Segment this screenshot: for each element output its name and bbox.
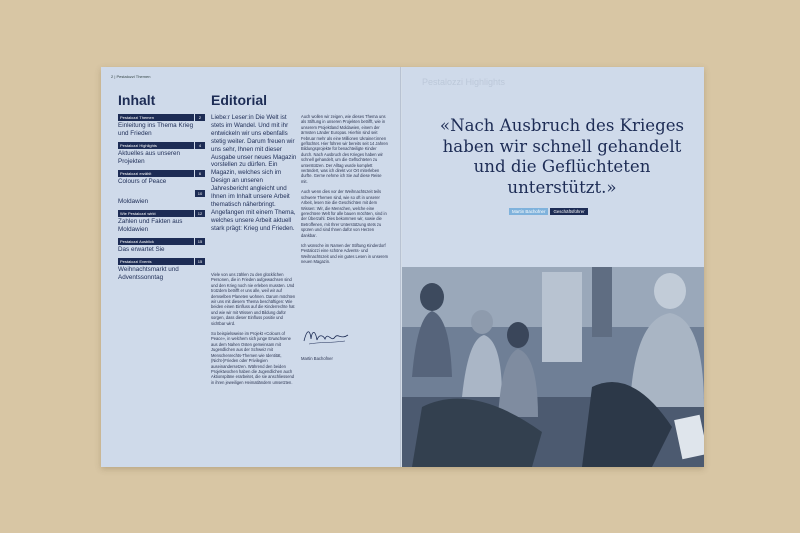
toc-item[interactable] — [118, 190, 205, 206]
editorial-column-2 — [301, 114, 389, 270]
handwritten-signature — [301, 325, 351, 347]
table-of-contents — [118, 114, 205, 286]
toc-title: Weihnachtsmarkt und Adventssonntag — [118, 266, 179, 281]
toc-item[interactable] — [118, 114, 205, 138]
toc-title: Colours of Peace — [118, 178, 167, 185]
toc-page-number: 10 — [195, 190, 205, 197]
quote-credit — [509, 208, 588, 215]
toc-title: Das erwartet Sie — [118, 246, 165, 253]
toc-item[interactable] — [118, 238, 205, 254]
magazine-spread — [101, 67, 704, 467]
toc-page-number: 15 — [195, 238, 205, 245]
toc-category: Pestalozzi Themen — [118, 114, 194, 121]
toc-heading: Inhalt — [118, 92, 156, 108]
toc-item[interactable] — [118, 210, 205, 234]
toc-category: Pestalozzi erzählt — [118, 170, 194, 177]
editorial-intro: Liebe:r Leser:in Die Welt ist stets im Wandel. Und mit ihr entwickeln wir uns ebenfalls stetig weiter. Darum freuen wir uns sehr, Ihnen mit dieser Ausgabe unser neues Magazin vorstellen zu dürfen. Ein Magazin, welches sich im Design an unseren Jahresbericht angleicht und Ihnen im Inhalt unsere Arbeit thematisch näherbringt. Angefangen mit einem Thema, welches unsere Arbeit aktuell stark prägt: Krieg und Frieden. — [211, 114, 297, 232]
toc-title: Moldawien — [118, 198, 149, 205]
left-page — [101, 67, 400, 467]
body-paragraph: Ich wünsche im Namen der Stiftung Kinderdorf Pestalozzi eine schöne Advents- und Weihnachtszeit und ein gutes Lesen in unserem neuen Magazin. — [301, 242, 389, 265]
toc-category: Pestalozzi Ausblick — [118, 238, 194, 245]
toc-item[interactable] — [118, 258, 205, 282]
toc-item[interactable] — [118, 170, 205, 186]
ghost-heading: Pestalozzi Highlights — [422, 77, 506, 87]
toc-title: Zahlen und Fakten aus Moldawien — [118, 218, 183, 233]
toc-page-number: 6 — [195, 170, 205, 177]
toc-title: Aktuelles aus unseren Projekten — [118, 150, 180, 165]
toc-category: Wie Pestalozzi wirkt — [118, 210, 194, 217]
credit-name: Martin Bachofner — [509, 208, 548, 215]
toc-page-number: 15 — [195, 258, 205, 265]
classroom-photo — [402, 267, 704, 467]
editorial-column-1 — [211, 272, 297, 390]
toc-page-number: 4 — [195, 142, 205, 149]
body-paragraph: Viele von uns zählen zu den glücklichen Personen, die in Frieden aufgewachsen sind und den Krieg noch nie erleben mussten. Und trotzdem betrifft er uns alle, weil wir auf demselben Planeten wohnen. Darum möchten wir uns mit diesem Thema beschäftigen: Wie beiden einen Einfluss auf die Kinderrechte hat und wie wir mit Wissen und Bildung dafür sorgen, dass dieser Einfluss positiv und sichtbar wird. — [211, 272, 296, 326]
editorial-heading: Editorial — [211, 92, 268, 108]
pull-quote: «Nach Ausbruch des Krieges haben wir schnell gehandelt und die Geflüchteten unterstützt.» — [439, 116, 685, 197]
toc-title: Einleitung ins Thema Krieg und Frieden — [118, 122, 194, 137]
toc-page-number: 2 — [195, 114, 205, 121]
toc-category: Pestalozzi Events — [118, 258, 194, 265]
body-paragraph: Auch wenn dies vor der Weihnachtszeit teils schwere Themen sind, wie so oft in unserer Arbeit, lesen Sie die Geschichten mit dem Wissen: Wir, die Menschen, welche eine gerechtere Welt für alle bauen möchten, sind in der Überzahl. Dies bekommen wir, sowie die Betroffenen, mit Ihrer Unterstützung stets zu spüren und sind Ihnen dafür von Herzen dankbar. — [301, 189, 387, 238]
body-paragraph: So beispielsweise im Projekt «Colours of Peace», in welchem sich junge Erwachsene aus dem Nahen Osten gemeinsam mit Jugendlichen aus der Schweiz mit Menschenrechts-Themen wie Identität, (Nicht-)Frieden oder Privilegien auseinandersetzen. Während den beiden Projektwochen haben die Jugendlichen auch Aktionspläne erarbeitet, die sie anschliessend in ihren jeweiligen Heimatländern umsetzten. — [211, 331, 295, 385]
body-paragraph: Auch wollen wir zeigen, wie dieses Thema uns als Stiftung in unseren Projekten betrifft, wie in unserem Projektland Moldawien, einem der ärmsten Länder Europas. Hierhin sind seit Februar mehr als eine Millionen Ukrainer:innen geflüchtet. Hier führen wir bereits seit 14 Jahren Bildungsprojekte für benachteiligte Kinder durch. Nach Ausbruch des Krieges haben wir schnell gehandelt, um die Geflüchteten zu unterstützen. Der Alltag wurde komplett verändert, was ich direkt vor Ort miterleben durfte. Gerne nehme ich Sie auf diese Reise mit. — [301, 114, 388, 184]
toc-item[interactable] — [118, 142, 205, 166]
signature-name: Martin Bachofner — [301, 356, 333, 361]
running-head: 2 | Pestalozzi Themen — [111, 74, 151, 79]
right-page — [402, 67, 704, 467]
toc-category: Pestalozzi Highlights — [118, 142, 194, 149]
toc-page-number: 12 — [195, 210, 205, 217]
credit-role: Geschäftsführer — [550, 208, 587, 215]
